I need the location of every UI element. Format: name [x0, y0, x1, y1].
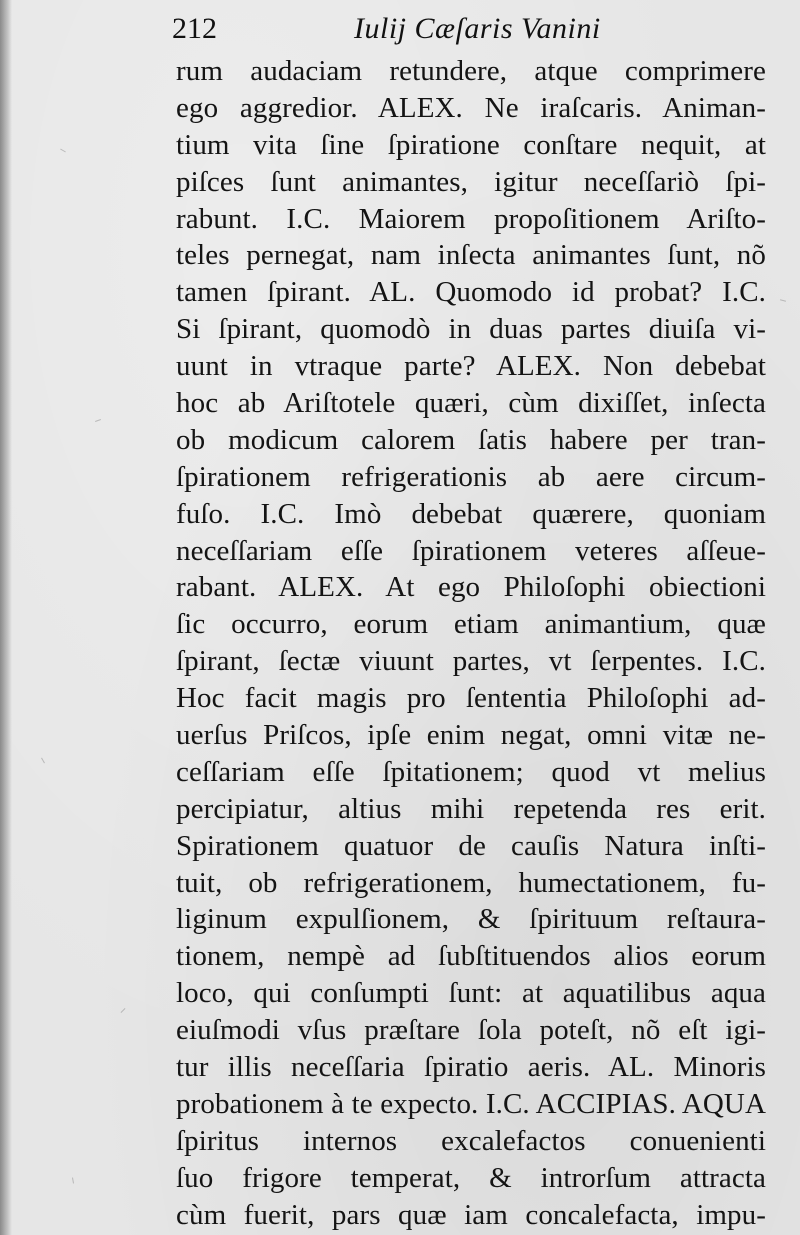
text-line: ego aggredior. ALEX. Ne iraſcaris. Animan-: [176, 91, 766, 124]
text-line: hoc ab Ariſtotele quæri, cùm dixiſſet, inſecta: [176, 387, 766, 420]
text-line: fuſo. I.C. Imò debebat quærere, quoniam: [176, 497, 766, 530]
body-text: [176, 53, 766, 1234]
text-line: tionem, nempè ad ſubſtituendos alios eorum: [176, 940, 766, 973]
text-line: Si ſpirant, quomodò in duas partes diuiſa vi-: [176, 313, 766, 346]
paper-fleck: [95, 419, 101, 422]
text-line: eiuſmodi vſus præſtare ſola poteſt, nõ eſt igi-: [176, 1014, 766, 1047]
paper-fleck: [41, 758, 45, 764]
text-line: ob modicum calorem ſatis habere per tran-: [176, 423, 766, 456]
text-line: Hoc facit magis pro ſententia Philoſophi ad-: [176, 682, 766, 715]
text-line: neceſſariam eſſe ſpirationem veteres aſſeue-: [176, 534, 766, 567]
text-line: ſuo frigore temperat, & introrſum attracta: [176, 1161, 766, 1194]
text-line: tuit, ob refrigerationem, humectationem, fu-: [176, 866, 766, 899]
paper-fleck: [121, 1008, 126, 1013]
text-line: ſic occurro, eorum etiam animantium, quæ: [176, 608, 766, 641]
text-line: cùm fuerit, pars quæ iam concalefacta, impu-: [176, 1198, 766, 1231]
text-line: tium vita ſine ſpiratione conſtare nequit, at: [176, 128, 766, 161]
text-line: probationem à te expecto. I.C. ACCIPIAS. AQUA: [176, 1087, 766, 1120]
text-line: Spirationem quatuor de cauſis Natura inſti-: [176, 829, 766, 862]
running-title: Iulij Cæſaris Vanini: [354, 12, 601, 45]
text-line: uerſus Priſcos, ipſe enim negat, omni vitæ ne-: [176, 719, 766, 752]
paper-fleck: [60, 149, 66, 153]
text-line: piſces ſunt animantes, igitur neceſſariò ſpi-: [176, 165, 766, 198]
text-line: percipiatur, altius mihi repetenda res erit.: [176, 792, 766, 825]
paper-fleck: [72, 1177, 74, 1183]
text-line: tur illis neceſſaria ſpiratio aeris. AL. Minoris: [176, 1051, 766, 1084]
text-line: tamen ſpirant. AL. Quomodo id probat? I.C.: [176, 276, 766, 309]
text-line: ſpiritus internos excalefactos conuenienti: [176, 1124, 766, 1157]
paper-fleck: [780, 299, 786, 302]
text-line: loco, qui conſumpti ſunt: at aquatilibus aqua: [176, 977, 766, 1010]
text-line: ſpirationem refrigerationis ab aere circum-: [176, 460, 766, 493]
text-line: rabunt. I.C. Maiorem propoſitionem Ariſto-: [176, 202, 766, 235]
text-line: ceſſariam eſſe ſpitationem; quod vt melius: [176, 755, 766, 788]
text-line: rabant. ALEX. At ego Philoſophi obiectioni: [176, 571, 766, 604]
text-line: rum audaciam retundere, atque comprimere: [176, 55, 766, 87]
running-head: [172, 8, 772, 56]
page-number: 212: [172, 12, 217, 45]
text-line: ſpirant, ſectæ viuunt partes, vt ſerpentes. I.C.: [176, 645, 766, 678]
text-line: teles pernegat, nam inſecta animantes ſunt, nõ: [176, 239, 766, 272]
text-line: uunt in vtraque parte? ALEX. Non debebat: [176, 350, 766, 383]
page-gutter-shadow: [0, 0, 12, 1235]
text-line: liginum expulſionem, & ſpirituum reſtaura-: [176, 903, 766, 936]
